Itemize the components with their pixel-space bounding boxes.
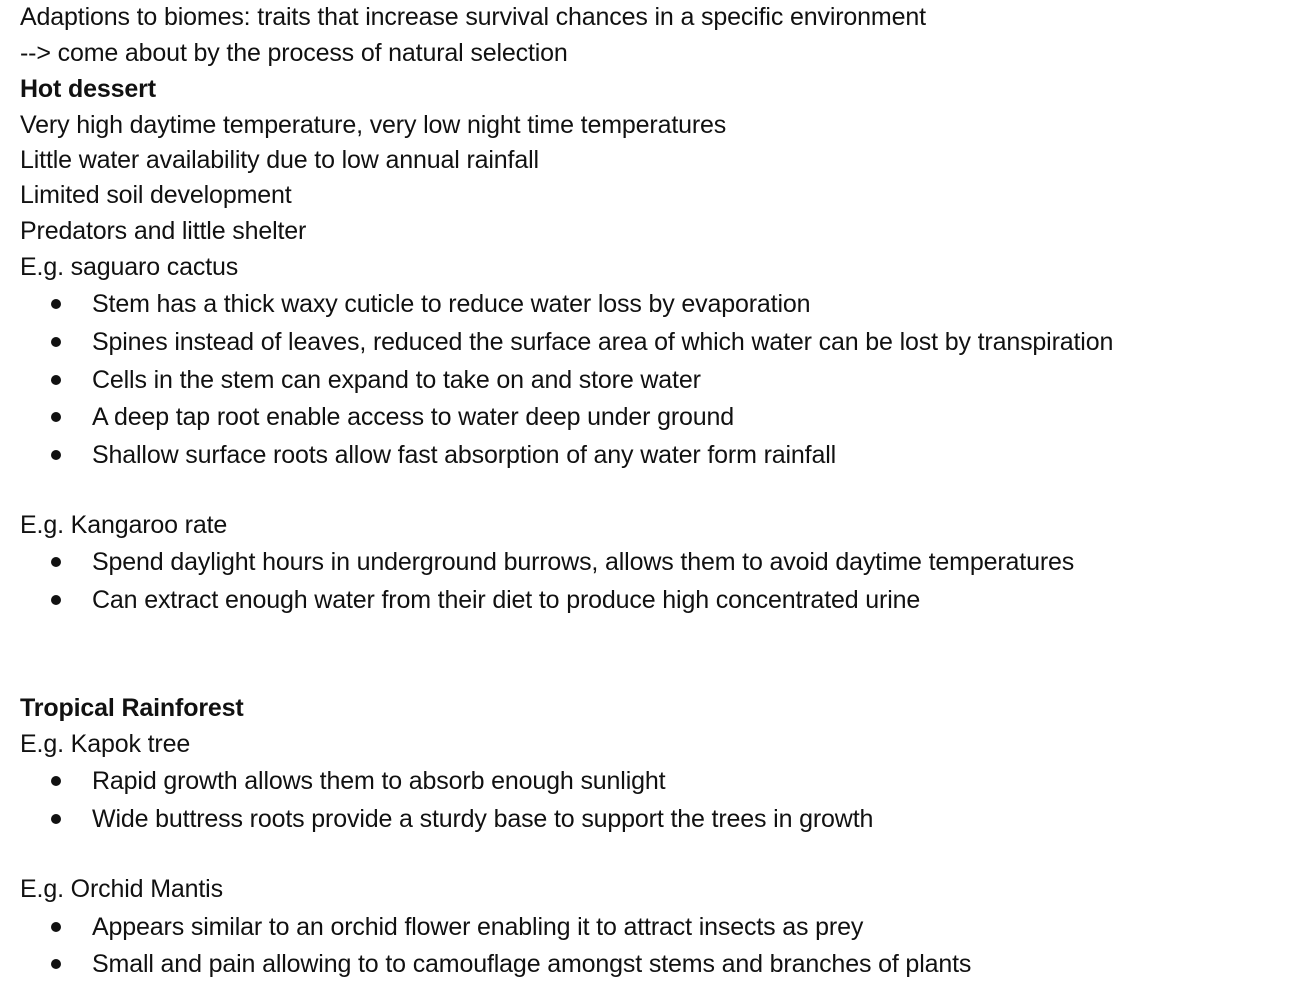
list-item-text: Spend daylight hours in underground burrows, allows them to avoid daytime temperatures: [92, 548, 1075, 576]
fact-line: Little water availability due to low annual rainfall: [20, 146, 539, 174]
example-title: E.g. Orchid Mantis: [20, 875, 223, 903]
bullet-icon: [51, 299, 61, 309]
list-item-text: Wide buttress roots provide a sturdy base to support the trees in growth: [92, 805, 874, 833]
fact-line: Very high daytime temperature, very low night time temperatures: [20, 111, 727, 139]
list-item-text: Cells in the stem can expand to take on and store water: [92, 366, 701, 394]
bullet-icon: [51, 814, 61, 824]
bullet-icon: [51, 959, 61, 969]
intro-line: --> come about by the process of natural selection: [20, 39, 568, 67]
bullet-icon: [51, 557, 61, 567]
list-item-text: Shallow surface roots allow fast absorption of any water form rainfall: [92, 441, 837, 469]
example-title: E.g. saguaro cactus: [20, 253, 239, 281]
list-item-text: Small and pain allowing to to camouflage amongst stems and branches of plants: [92, 950, 972, 978]
list-item-text: Stem has a thick waxy cuticle to reduce water loss by evaporation: [92, 290, 811, 318]
fact-line: Limited soil development: [20, 181, 292, 209]
example-title: E.g. Kangaroo rate: [20, 511, 228, 539]
bullet-icon: [51, 337, 61, 347]
section-heading-rainforest: Tropical Rainforest: [20, 694, 244, 722]
bullet-icon: [51, 375, 61, 385]
bullet-icon: [51, 412, 61, 422]
bullet-icon: [51, 922, 61, 932]
fact-line: Predators and little shelter: [20, 217, 307, 245]
list-item-text: Can extract enough water from their diet to produce high concentrated urine: [92, 586, 921, 614]
list-item-text: Spines instead of leaves, reduced the surface area of which water can be lost by transpiration: [92, 328, 1114, 356]
bullet-icon: [51, 776, 61, 786]
example-title: E.g. Kapok tree: [20, 730, 191, 758]
bullet-icon: [51, 595, 61, 605]
list-item-text: Appears similar to an orchid flower enabling it to attract insects as prey: [92, 913, 864, 941]
list-item-text: Rapid growth allows them to absorb enough sunlight: [92, 767, 666, 795]
list-item-text: A deep tap root enable access to water deep under ground: [92, 403, 735, 431]
bullet-icon: [51, 450, 61, 460]
intro-line: Adaptions to biomes: traits that increase survival chances in a specific environment: [20, 3, 926, 31]
section-heading-hot-desert: Hot dessert: [20, 75, 156, 103]
